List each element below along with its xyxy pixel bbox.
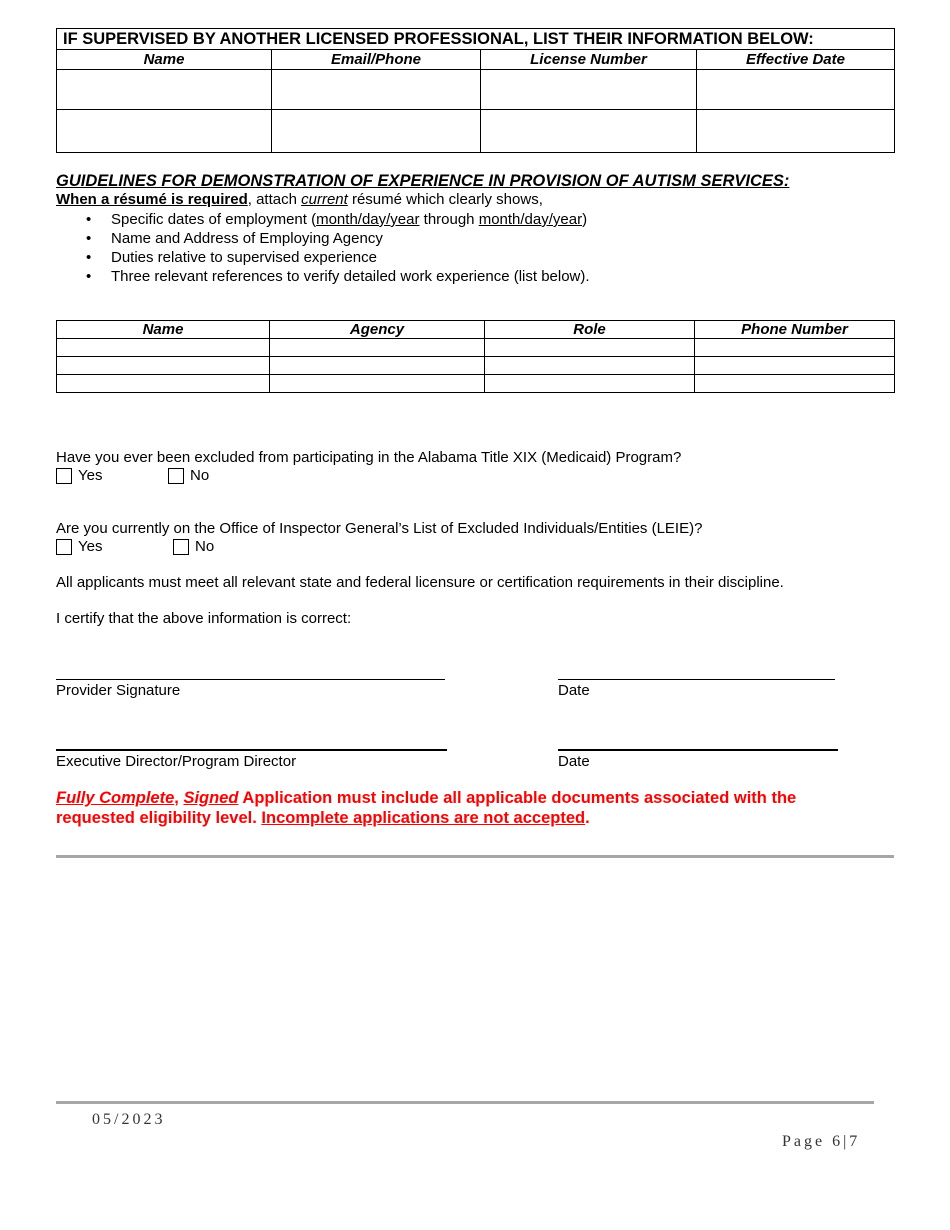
submission-notice bbox=[56, 788, 856, 828]
reference-phone-cell[interactable] bbox=[695, 339, 895, 357]
incomplete-warning: Incomplete applications are not accepted bbox=[261, 809, 586, 827]
resume-text: , attach bbox=[247, 191, 302, 208]
column-header-effective-date: Effective Date bbox=[697, 50, 895, 70]
reference-agency-cell[interactable] bbox=[270, 375, 485, 393]
supervisor-effective-date-cell[interactable] bbox=[697, 110, 895, 153]
supervisor-license-cell[interactable] bbox=[481, 110, 697, 153]
reference-agency-cell[interactable] bbox=[270, 339, 485, 357]
notice-text: , bbox=[174, 789, 184, 807]
no-label: No bbox=[195, 538, 215, 555]
supervisor-email-phone-cell[interactable] bbox=[272, 110, 481, 153]
page-number: Page 6|7 bbox=[782, 1133, 861, 1150]
list-item: • Name and Address of Employing Agency bbox=[56, 229, 590, 248]
table-row bbox=[57, 357, 895, 375]
director-signature-label: Executive Director/Program Director bbox=[56, 753, 297, 770]
reference-agency-cell[interactable] bbox=[270, 357, 485, 375]
table-row bbox=[57, 110, 895, 153]
resume-text-tail: résumé which clearly shows, bbox=[347, 191, 543, 208]
medicaid-yes-option[interactable] bbox=[56, 467, 102, 484]
footer-date: 05/2023 bbox=[92, 1111, 166, 1128]
yes-label: Yes bbox=[78, 538, 103, 555]
supervisor-table-title: IF SUPERVISED BY ANOTHER LICENSED PROFESSIONAL, LIST THEIR INFORMATION BELOW: bbox=[57, 29, 895, 50]
reference-role-cell[interactable] bbox=[485, 357, 695, 375]
director-signature-line[interactable] bbox=[56, 749, 447, 751]
checkbox-icon[interactable] bbox=[173, 539, 189, 555]
bullet-text: ) bbox=[582, 211, 588, 228]
column-header-email-phone: Email/Phone bbox=[272, 50, 481, 70]
table-row bbox=[57, 339, 895, 357]
reference-phone-cell[interactable] bbox=[695, 375, 895, 393]
supervisor-effective-date-cell[interactable] bbox=[697, 70, 895, 110]
leie-question: Are you currently on the Office of Inspector General’s List of Excluded Individuals/Entities (LEIE)? bbox=[56, 520, 703, 537]
table-row bbox=[57, 375, 895, 393]
checkbox-icon[interactable] bbox=[56, 539, 72, 555]
column-header-name: Name bbox=[57, 50, 272, 70]
column-header-name: Name bbox=[57, 321, 270, 339]
director-date-label: Date bbox=[558, 753, 590, 770]
table-row bbox=[57, 70, 895, 110]
reference-name-cell[interactable] bbox=[57, 357, 270, 375]
provider-date-label: Date bbox=[558, 682, 590, 699]
guidelines-list bbox=[56, 210, 590, 286]
notice-text: Application must include all applicable documents associated with the requested eligibility level. bbox=[56, 789, 797, 827]
checkbox-icon[interactable] bbox=[56, 468, 72, 484]
supervisor-table bbox=[56, 28, 895, 153]
no-label: No bbox=[190, 467, 210, 484]
reference-name-cell[interactable] bbox=[57, 339, 270, 357]
fully-complete-text: Fully Complete bbox=[56, 789, 175, 807]
bullet-text: Specific dates of employment ( bbox=[111, 211, 317, 228]
reference-phone-cell[interactable] bbox=[695, 357, 895, 375]
checkbox-icon[interactable] bbox=[168, 468, 184, 484]
requirements-statement: All applicants must meet all relevant state and federal licensure or certification requirements in their discipline. bbox=[56, 574, 784, 591]
reference-role-cell[interactable] bbox=[485, 339, 695, 357]
yes-label: Yes bbox=[78, 467, 103, 484]
column-header-phone-number: Phone Number bbox=[695, 321, 895, 339]
supervisor-license-cell[interactable] bbox=[481, 70, 697, 110]
provider-signature-line[interactable] bbox=[56, 679, 445, 680]
leie-no-option[interactable] bbox=[173, 538, 214, 555]
list-item bbox=[56, 210, 590, 229]
section-divider bbox=[56, 855, 894, 858]
guidelines-heading: GUIDELINES FOR DEMONSTRATION OF EXPERIENCE IN PROVISION OF AUTISM SERVICES: bbox=[56, 172, 790, 190]
notice-text: . bbox=[585, 809, 590, 827]
list-item: • Duties relative to supervised experience bbox=[56, 248, 590, 267]
footer-divider bbox=[56, 1101, 874, 1104]
reference-name-cell[interactable] bbox=[57, 375, 270, 393]
column-header-license-number: License Number bbox=[481, 50, 697, 70]
column-header-role: Role bbox=[485, 321, 695, 339]
provider-signature-label: Provider Signature bbox=[56, 682, 181, 699]
supervisor-name-cell[interactable] bbox=[57, 110, 272, 153]
references-table bbox=[56, 320, 895, 393]
leie-yes-option[interactable] bbox=[56, 538, 102, 555]
resume-required-label: When a résumé is required bbox=[56, 191, 248, 208]
list-item: • Three relevant references to verify detailed work experience (list below). bbox=[56, 267, 590, 286]
supervisor-email-phone-cell[interactable] bbox=[272, 70, 481, 110]
provider-date-line[interactable] bbox=[558, 679, 835, 680]
reference-role-cell[interactable] bbox=[485, 375, 695, 393]
resume-current-label: current bbox=[301, 191, 348, 208]
resume-instruction bbox=[56, 191, 543, 208]
medicaid-exclusion-question: Have you ever been excluded from participating in the Alabama Title XIX (Medicaid) Program? bbox=[56, 449, 682, 466]
certify-statement: I certify that the above information is correct: bbox=[56, 610, 352, 627]
signed-text: Signed bbox=[183, 789, 239, 807]
bullet-text: through bbox=[419, 211, 479, 228]
director-date-line[interactable] bbox=[558, 749, 838, 751]
date-format: month/day/year bbox=[478, 211, 583, 228]
date-format: month/day/year bbox=[316, 211, 420, 228]
column-header-agency: Agency bbox=[270, 321, 485, 339]
medicaid-no-option[interactable] bbox=[168, 467, 209, 484]
supervisor-name-cell[interactable] bbox=[57, 70, 272, 110]
